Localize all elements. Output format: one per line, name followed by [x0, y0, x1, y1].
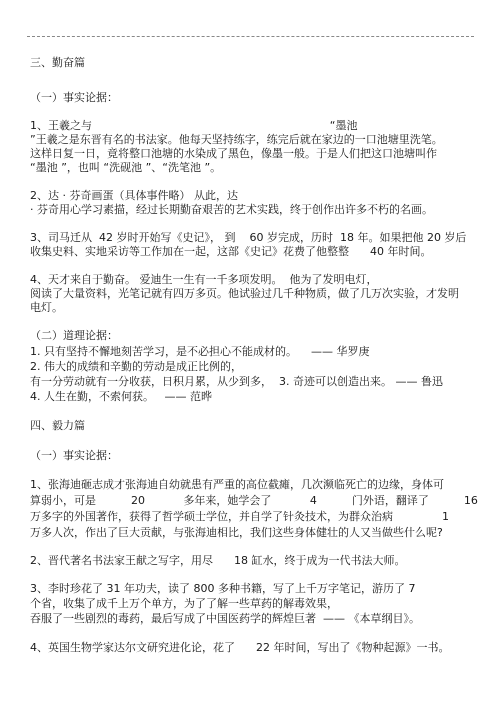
- paragraph-line: 2、达 · 芬奇画蛋（具体事件略） 从此，达: [30, 189, 238, 202]
- paragraph-line: 2、晋代著名书法家王献之写字，用尽 18 缸水，终于成为一代书法大师。: [30, 554, 406, 567]
- paragraph-line: 1、王羲之与 “墨池: [30, 119, 358, 132]
- section-heading: 三、勤奋篇: [30, 56, 85, 69]
- paragraph-line: ”王羲之是东晋有名的书法家。他每天坚持练字，练完后就在家边的一口池塘里洗笔。: [30, 133, 443, 146]
- paragraph-line: 4、天才来自于勤奋。 爱迪生一生有一千多项发明。 他为了发明电灯，: [30, 273, 378, 286]
- paragraph-line: 万多人次，作出了巨大贡献，与张海迪相比，我们这些身体健壮的人又当做些什么呢?: [30, 526, 443, 539]
- paragraph-line: 万多字的外国著作，获得了哲学硕士学位，并自学了针灸技术，为群众治病 1: [30, 510, 449, 523]
- paragraph-line: 1、张海迪砸志成才张海迪自幼就患有严重的高位截瘫，几次濒临死亡的边缘，身体可: [30, 478, 444, 491]
- header-divider: [27, 36, 474, 37]
- quote-line: 有一分劳动就有一分收获，日积月累，从少到多， 3. 奇迹可以创造出来。 —— 鲁迅: [30, 375, 443, 388]
- paragraph-line: 阅读了大量资料，光笔记就有四万多页。他试验过几千种物质，做了几万次实验，才发明: [30, 287, 459, 300]
- quote-line: 1. 只有坚持不懈地刻苦学习，是不必担心不能成材的。 —— 华罗庚: [30, 345, 370, 358]
- subsection-heading: （一）事实论据：: [30, 91, 118, 104]
- quote-line: 2. 伟大的成绩和辛勤的劳动是成正比例的，: [30, 360, 242, 373]
- paragraph-line: 吞服了一些剧烈的毒药，最后写成了中国医药学的辉煌巨著 —— 《本草纲目》。: [30, 612, 420, 625]
- paragraph-line: “墨池 ”，也叫 “洗砚池 ”、“洗笔池 ”。: [30, 161, 222, 174]
- subsection-heading: （一）事实论据：: [30, 449, 118, 462]
- paragraph-line: 收集史料、实地采访等工作加在一起，这部《史记》花费了他整整 40 年时间。: [30, 245, 432, 258]
- paragraph-line: 3、李时珍花了 31 年功夫，读了 800 多种书籍，写了上千万字笔记，游历了 7: [30, 582, 416, 595]
- paragraph-line: 3、司马迁从 42 岁时开始写《史记》， 到 60 岁完成，历时 18 年。如果把他 20 岁后: [30, 231, 467, 244]
- paragraph-line: 这样日复一日，竟将整口池塘的水染成了黑色，像墨一般。于是人们把这口池塘叫作: [30, 147, 437, 160]
- quote-line: 4. 人生在勤，不索何获。 —— 范晔: [30, 390, 212, 403]
- paragraph-line: · 芬奇用心学习素描，经过长期勤奋艰苦的艺术实践，终于创作出许多不朽的名画。: [30, 203, 433, 216]
- subsection-heading: （二）道理论据：: [30, 329, 118, 342]
- paragraph-line: 电灯。: [30, 301, 63, 314]
- section-heading: 四、毅力篇: [30, 419, 85, 432]
- paragraph-line: 个省，收集了成千上万个单方，为了了解一些草药的解毒效果，: [30, 597, 338, 610]
- paragraph-line: 4、英国生物学家达尔文研究进化论，花了 22 年时间，写出了《物种起源》一书。: [30, 641, 450, 654]
- paragraph-line: 算弱小，可是 20 多年来，她学会了 4 门外语，翻译了 16: [30, 494, 478, 507]
